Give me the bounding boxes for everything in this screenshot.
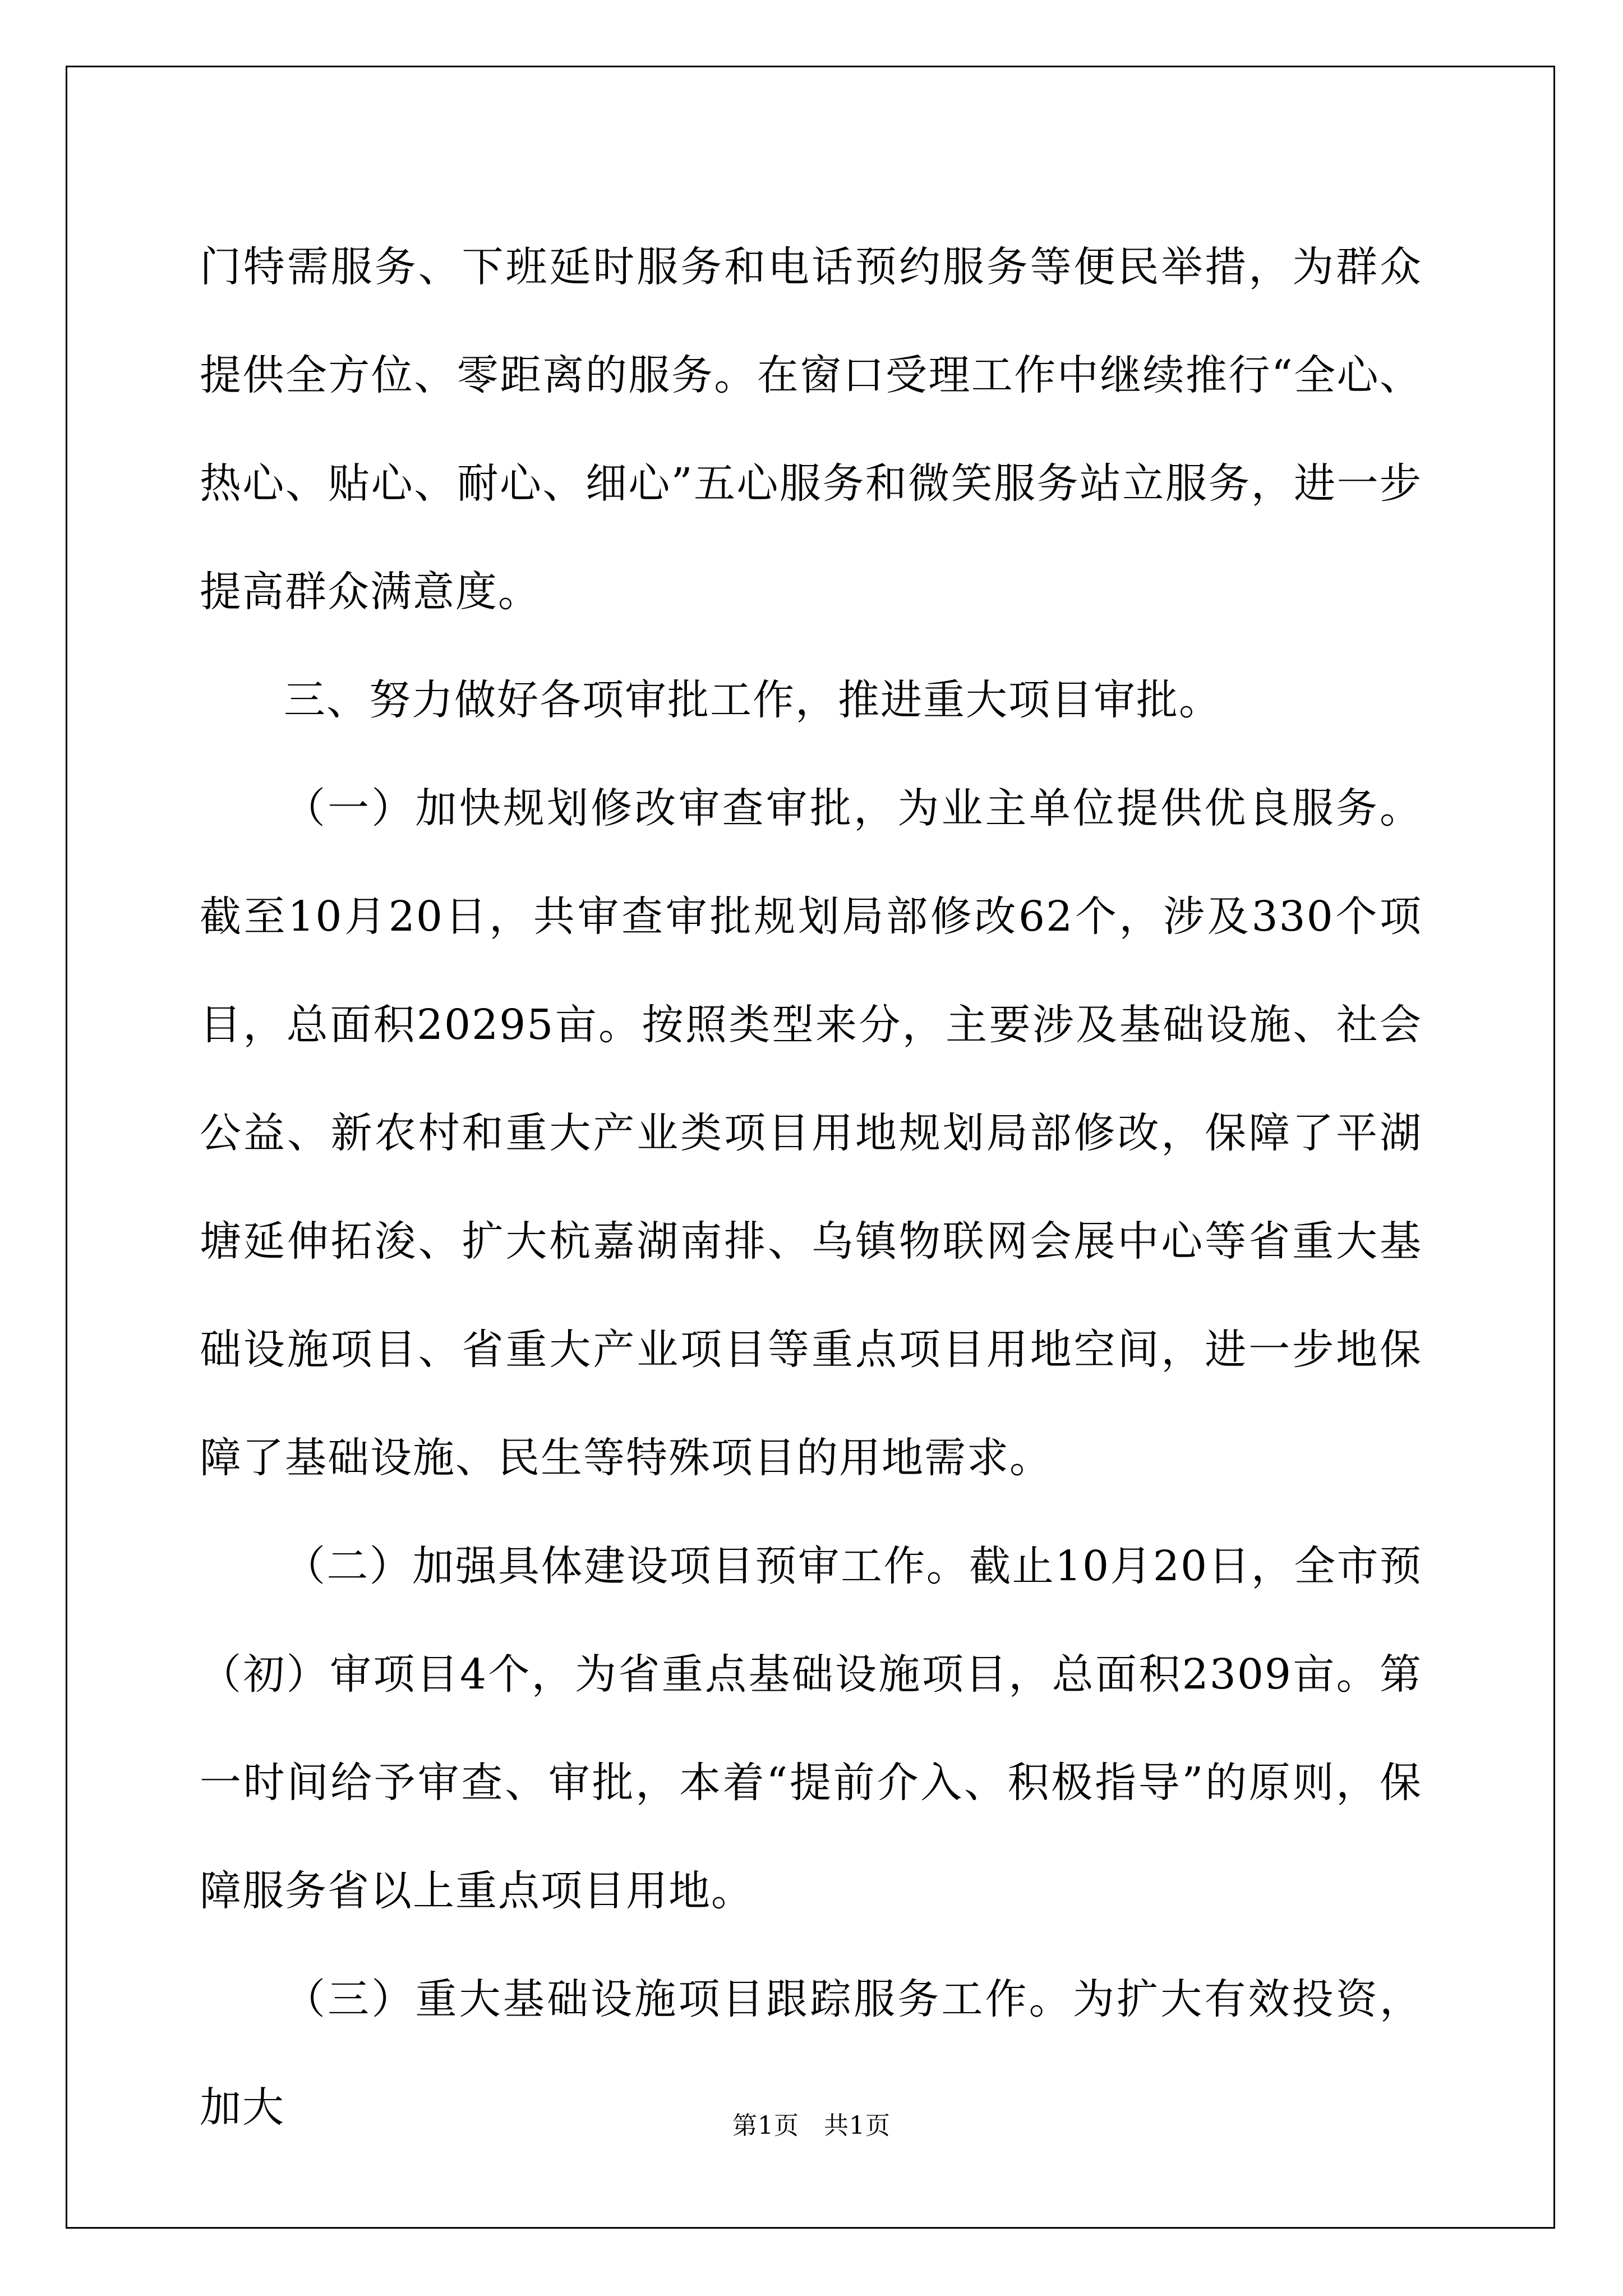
- page-number-current: 第1页: [732, 2111, 799, 2140]
- page-footer: [0, 2109, 1623, 2143]
- paragraph-project-pre-review: （二）加强具体建设项目预审工作。截止10月20日，全市预（初）审项目4个，为省重点基础设施项目，总面积2309亩。第一时间给予审查、审批，本着“提前介入、积极指导”的原则，保障服务省以上重点项目用地。: [200, 1542, 1422, 1915]
- document-body: [200, 213, 1422, 2162]
- paragraph-planning-review: （一）加快规划修改审查审批，为业主单位提供优良服务。截至10月20日，共审查审批规划局部修改62个，涉及330个项目，总面积20295亩。按照类型来分，主要涉及基础设施、社会公益、新农村和重大产业类项目用地规划局部修改，保障了平湖塘延伸拓浚、扩大杭嘉湖南排、乌镇物联网会展中心等省重大基础设施项目、省重大产业项目等重点项目用地空间，进一步地保障了基础设施、民生等特殊项目的用地需求。: [200, 784, 1422, 1482]
- section-heading-approval: 三、努力做好各项审批工作，推进重大项目审批。: [284, 676, 1221, 724]
- paragraph-infrastructure-tracking: （三）重大基础设施项目跟踪服务工作。为扩大有效投资，加大: [200, 1975, 1422, 2132]
- paragraph-service-measures: 门特需服务、下班延时服务和电话预约服务等便民举措，为群众提供全方位、零距离的服务。在窗口受理工作中继续推行“全心、热心、贴心、耐心、细心”五心服务和微笑服务站立服务，进一步提高群众满意度。: [200, 243, 1422, 616]
- page-number-total: 共1页: [824, 2111, 891, 2140]
